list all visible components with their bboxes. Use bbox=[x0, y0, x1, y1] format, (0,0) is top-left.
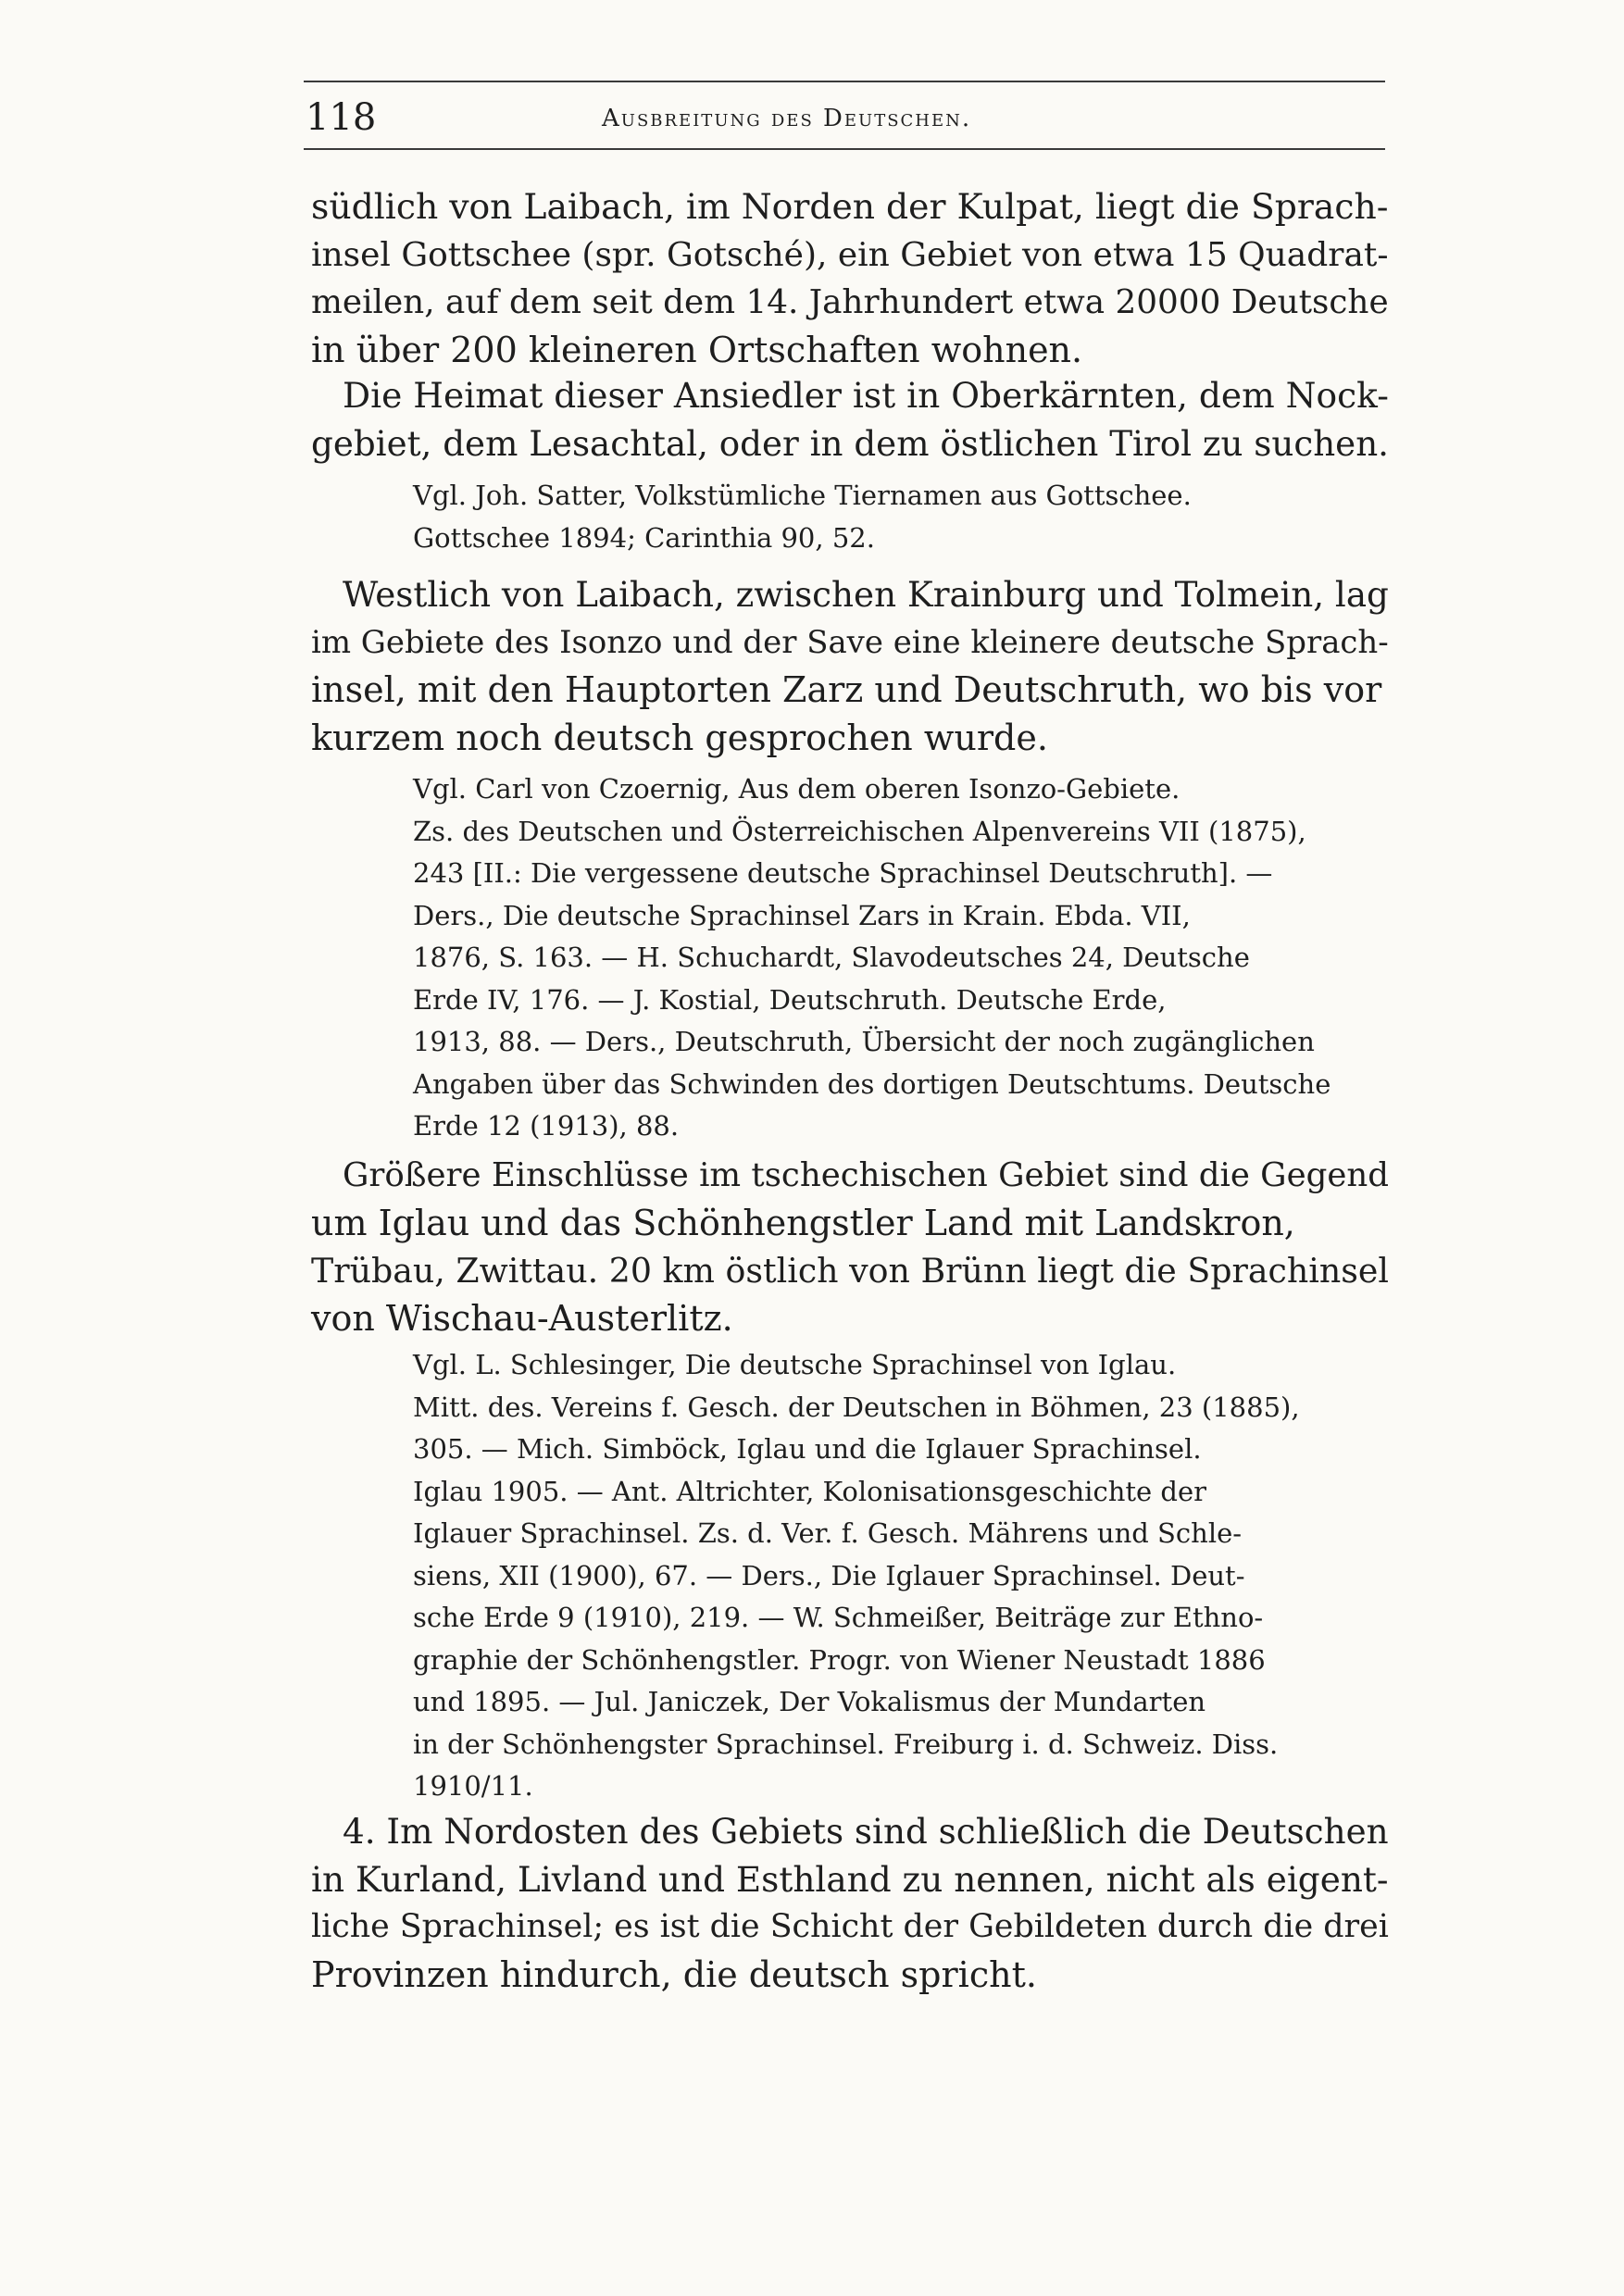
note-line: Zs. des Deutschen und Österreichischen Alpenvereins VII (1875), bbox=[413, 815, 1306, 847]
note-line: Erde IV, 176. — J. Kostial, Deutschruth. Deutsche Erde, bbox=[413, 983, 1167, 1016]
note-line: Gottschee 1894; Carinthia 90, 52. bbox=[413, 521, 875, 554]
note-line: in der Schönhengster Sprachinsel. Freiburg i. d. Schweiz. Diss. bbox=[413, 1728, 1279, 1760]
text-line: in über 200 kleineren Ortschaften wohnen. bbox=[311, 329, 1083, 370]
note-line: sche Erde 9 (1910), 219. — W. Schmeißer, Beiträge zur Ethno- bbox=[413, 1602, 1264, 1633]
note-line: 1910/11. bbox=[413, 1770, 533, 1802]
text-line: Westlich von Laibach, zwischen Krainburg und Tolmein, lag bbox=[343, 574, 1389, 615]
note-line: 1876, S. 163. — H. Schuchardt, Slavodeutsches 24, Deutsche bbox=[413, 942, 1250, 973]
text-line: Provinzen hindurch, die deutsch spricht. bbox=[311, 1953, 1037, 1995]
page-number: 118 bbox=[306, 96, 377, 139]
text-line: gebiet, dem Lesachtal, oder in dem östlichen Tirol zu suchen. bbox=[311, 422, 1390, 464]
text-line: Größere Einschlüsse im tschechischen Gebiet sind die Gegend bbox=[343, 1156, 1389, 1194]
text-line: im Gebiete des Isonzo und der Save eine kleinere deutsche Sprach- bbox=[311, 624, 1389, 661]
text-line: Die Heimat dieser Ansiedler ist in Oberkärnten, dem Nock- bbox=[343, 375, 1389, 416]
footnote-schlesinger bbox=[413, 1344, 1394, 1808]
text-line: insel, mit den Hauptorten Zarz und Deutschruth, wo bis vor bbox=[311, 669, 1382, 710]
note-line: Iglauer Sprachinsel. Zs. d. Ver. f. Gesch. Mährens und Schle- bbox=[413, 1517, 1243, 1549]
note-line: Vgl. Carl von Czoernig, Aus dem oberen Isonzo-Gebiete. bbox=[413, 773, 1181, 805]
paragraph-nordosten bbox=[311, 1808, 1394, 1999]
note-line: siens, XII (1900), 67. — Ders., Die Iglauer Sprachinsel. Deut- bbox=[413, 1559, 1245, 1591]
paragraph-laibach bbox=[311, 571, 1394, 762]
note-line: Angaben über das Schwinden des dortigen Deutschtums. Deutsche bbox=[413, 1067, 1331, 1100]
text-line: meilen, auf dem seit dem 14. Jahrhundert etwa 20000 Deutsche bbox=[311, 283, 1389, 321]
note-line: Iglau 1905. — Ant. Altrichter, Kolonisationsgeschichte der bbox=[413, 1475, 1207, 1507]
text-line: von Wischau-Austerlitz. bbox=[311, 1297, 733, 1339]
note-line: Vgl. L. Schlesinger, Die deutsche Sprachinsel von Iglau. bbox=[413, 1349, 1177, 1380]
note-line: und 1895. — Jul. Janiczek, Der Vokalismus der Mundarten bbox=[413, 1686, 1206, 1717]
text-line: insel Gottschee (spr. Gotsché), ein Gebiet von etwa 15 Quadrat- bbox=[311, 235, 1389, 274]
footnote-czoernig bbox=[413, 768, 1394, 1148]
note-line: 1913, 88. — Ders., Deutschruth, Übersicht der noch zugänglichen bbox=[413, 1026, 1315, 1057]
note-line: Mitt. des. Vereins f. Gesch. der Deutschen in Böhmen, 23 (1885), bbox=[413, 1391, 1300, 1423]
note-line: graphie der Schönhengstler. Progr. von Wiener Neustadt 1886 bbox=[413, 1643, 1266, 1676]
running-head: Ausbreitung des Deutschen. bbox=[602, 105, 972, 132]
paragraph-heimat bbox=[311, 372, 1394, 468]
paragraph-einschluesse bbox=[311, 1152, 1394, 1342]
text-line: liche Sprachinsel; es ist die Schicht der Gebildeten durch die drei bbox=[311, 1908, 1389, 1945]
header-bottom-rule bbox=[304, 148, 1385, 150]
text-line: Trübau, Zwittau. 20 km östlich von Brünn liegt die Sprachinsel bbox=[311, 1251, 1390, 1291]
text-line: kurzem noch deutsch gesprochen wurde. bbox=[311, 717, 1048, 758]
text-line: südlich von Laibach, im Norden der Kulpat, liegt die Sprach- bbox=[311, 186, 1389, 227]
text-line: 4. Im Nordosten des Gebiets sind schließlich die Deutschen bbox=[343, 1811, 1389, 1852]
note-line: Erde 12 (1913), 88. bbox=[413, 1110, 680, 1142]
note-line: 305. — Mich. Simböck, Iglau und die Iglauer Sprachinsel. bbox=[413, 1433, 1202, 1465]
note-line: Ders., Die deutsche Sprachinsel Zars in Krain. Ebda. VII, bbox=[413, 899, 1191, 931]
note-line: 243 [II.: Die vergessene deutsche Sprachinsel Deutschruth]. — bbox=[413, 857, 1273, 889]
note-line: Vgl. Joh. Satter, Volkstümliche Tiernamen aus Gottschee. bbox=[413, 480, 1192, 511]
paragraph-gottschee bbox=[311, 183, 1394, 374]
footnote-satter bbox=[413, 475, 1394, 559]
text-line: in Kurland, Livland und Esthland zu nennen, nicht als eigent- bbox=[311, 1858, 1389, 1900]
text-line: um Iglau und das Schönhengstler Land mit Landskron, bbox=[311, 1202, 1295, 1243]
page-header bbox=[306, 94, 1385, 141]
header-top-rule bbox=[304, 81, 1385, 82]
